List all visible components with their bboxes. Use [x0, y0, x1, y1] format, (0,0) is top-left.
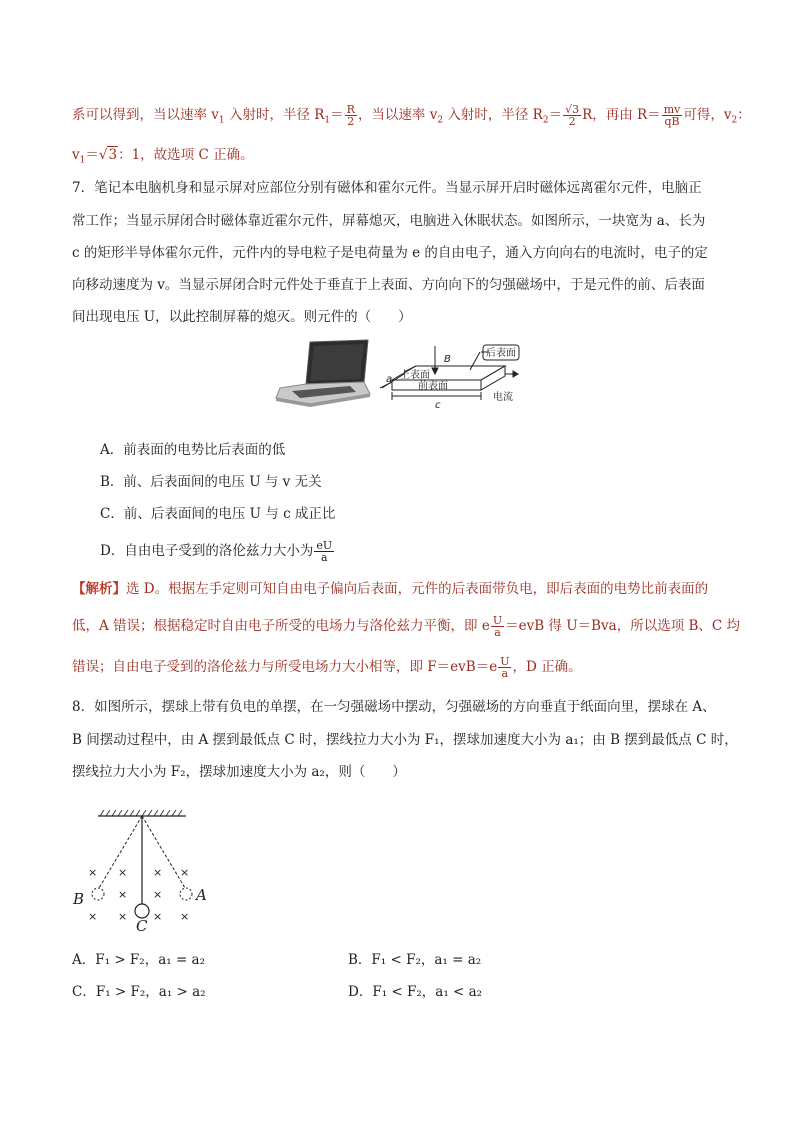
q7-line-4: 向移动速度为 v。当显示屏闭合时元件处于垂直于上表面、方向向下的匀强磁场中，于是元件的前、后表面: [72, 277, 705, 293]
analysis7-line-3: 错误；自由电子受到的洛伦兹力与所受电场力大小相等，即 F＝evB＝e $\frac{U}{a}$ ，D 正确。: [72, 655, 582, 680]
length-c-label: c: [435, 400, 441, 411]
point-c-label: C: [136, 917, 148, 933]
q7-line-2: 常工作；当显示屏闭合时磁体靠近霍尔元件，屏幕熄灭，电脑进入休眠状态。如图所示，一块宽为 a、长为: [72, 213, 706, 229]
q8-line-1: 8．如图所示，摆球上带有负电的单摆，在一匀强磁场中摆动，匀强磁场的方向垂直于纸面向里，摆球在 A、: [72, 699, 716, 715]
q7-option-d: D．自由电子受到的洛伦兹力大小为 $\frac{eU}{a}$: [100, 539, 333, 564]
fraction-mv-over-qb: $\frac{mv}{qB}$: [663, 103, 681, 128]
fraction-sqrt3-over-2: $\frac{√3}{2}$: [565, 103, 580, 128]
svg-text:×: ×: [118, 910, 128, 923]
top-surface-label: 上表面: [400, 370, 430, 381]
pendulum-figure: [68, 808, 218, 933]
svg-text:×: ×: [118, 888, 128, 901]
point-a-label: A: [196, 886, 207, 904]
solution-line-1: 系可以得到，当以速率 $v_1$ 入射时，半径 $R_1=$ $\frac{R}{2}$ ，当以速率 $v_2$ 入射时，半径 $R_2=$ $\frac{√3}{2}$ R，再由 R＝ $\frac{mv}{qB}$ 可得，$v_2$：: [72, 103, 751, 128]
svg-text:×: ×: [153, 866, 163, 879]
q8-option-b: B．F₁ < F₂，a₁ = a₂: [348, 952, 482, 968]
q8-option-d: D．F₁ < F₂，a₁ < a₂: [348, 984, 483, 1000]
q7-line-5: 间出现电压 U，以此控制屏幕的熄灭。则元件的（ ）: [72, 309, 412, 325]
back-surface-label: 后表面: [486, 348, 516, 359]
svg-text:×: ×: [88, 910, 98, 923]
solution-line-2: $v_1=√3$：1，故选项 C 正确。: [72, 147, 254, 166]
front-surface-label: 前表面: [418, 381, 448, 392]
svg-text:×: ×: [180, 910, 190, 923]
q7-option-a: A．前表面的电势比后表面的低: [100, 442, 286, 458]
analysis7-line-1: 【解析】选 D。根据左手定则可知自由电子偏向后表面，元件的后表面带负电，即后表面的电势比前表面的: [72, 581, 709, 597]
q8-line-3: 摆线拉力大小为 F₂，摆球加速度大小为 a₂，则（ ）: [72, 764, 406, 780]
svg-text:×: ×: [153, 888, 163, 901]
q7-option-b: B．前、后表面间的电压 U 与 v 无关: [100, 474, 322, 490]
current-label: 电流: [493, 392, 513, 403]
analysis7-line-2: 低，A 错误；根据稳定时自由电子所受的电场力与洛伦兹力平衡，即 e $\frac{U}{a}$ ＝evB 得 U＝Bva，所以选项 B、C 均: [72, 614, 741, 639]
svg-text:×: ×: [180, 866, 190, 879]
svg-text:×: ×: [88, 866, 98, 879]
svg-text:×: ×: [153, 910, 163, 923]
laptop-icon: [276, 340, 370, 407]
q8-option-c: C．F₁ > F₂，a₁ > a₂: [72, 984, 206, 1000]
q7-line-1: 7．笔记本电脑机身和显示屏对应部位分别有磁体和霍尔元件。当显示屏开启时磁体远离霍尔元件，电脑正: [72, 180, 702, 196]
magnetic-field-label: B: [444, 354, 451, 365]
q7-option-c: C．前、后表面间的电压 U 与 c 成正比: [100, 506, 336, 522]
fraction-r-over-2: $\frac{R}{2}$: [346, 103, 355, 128]
hall-element-figure: [270, 338, 530, 418]
svg-text:×: ×: [118, 866, 128, 879]
q7-line-3: c 的矩形半导体霍尔元件，元件内的导电粒子是电荷量为 e 的自由电子，通入方向向右的电流时，电子的定: [72, 245, 708, 261]
q8-line-2: B 间摆动过程中，由 A 摆到最低点 C 时，摆线拉力大小为 F₁，摆球加速度大小为 a₁；由 B 摆到最低点 C 时，: [72, 732, 738, 748]
pendulum-ball-c: [135, 904, 149, 918]
point-b-label: B: [73, 890, 85, 908]
width-a-label: a: [386, 374, 393, 385]
pendulum-ball-b: [92, 888, 104, 900]
pendulum-ball-a: [180, 888, 192, 900]
q8-option-a: A．F₁ > F₂，a₁ = a₂: [72, 952, 206, 968]
